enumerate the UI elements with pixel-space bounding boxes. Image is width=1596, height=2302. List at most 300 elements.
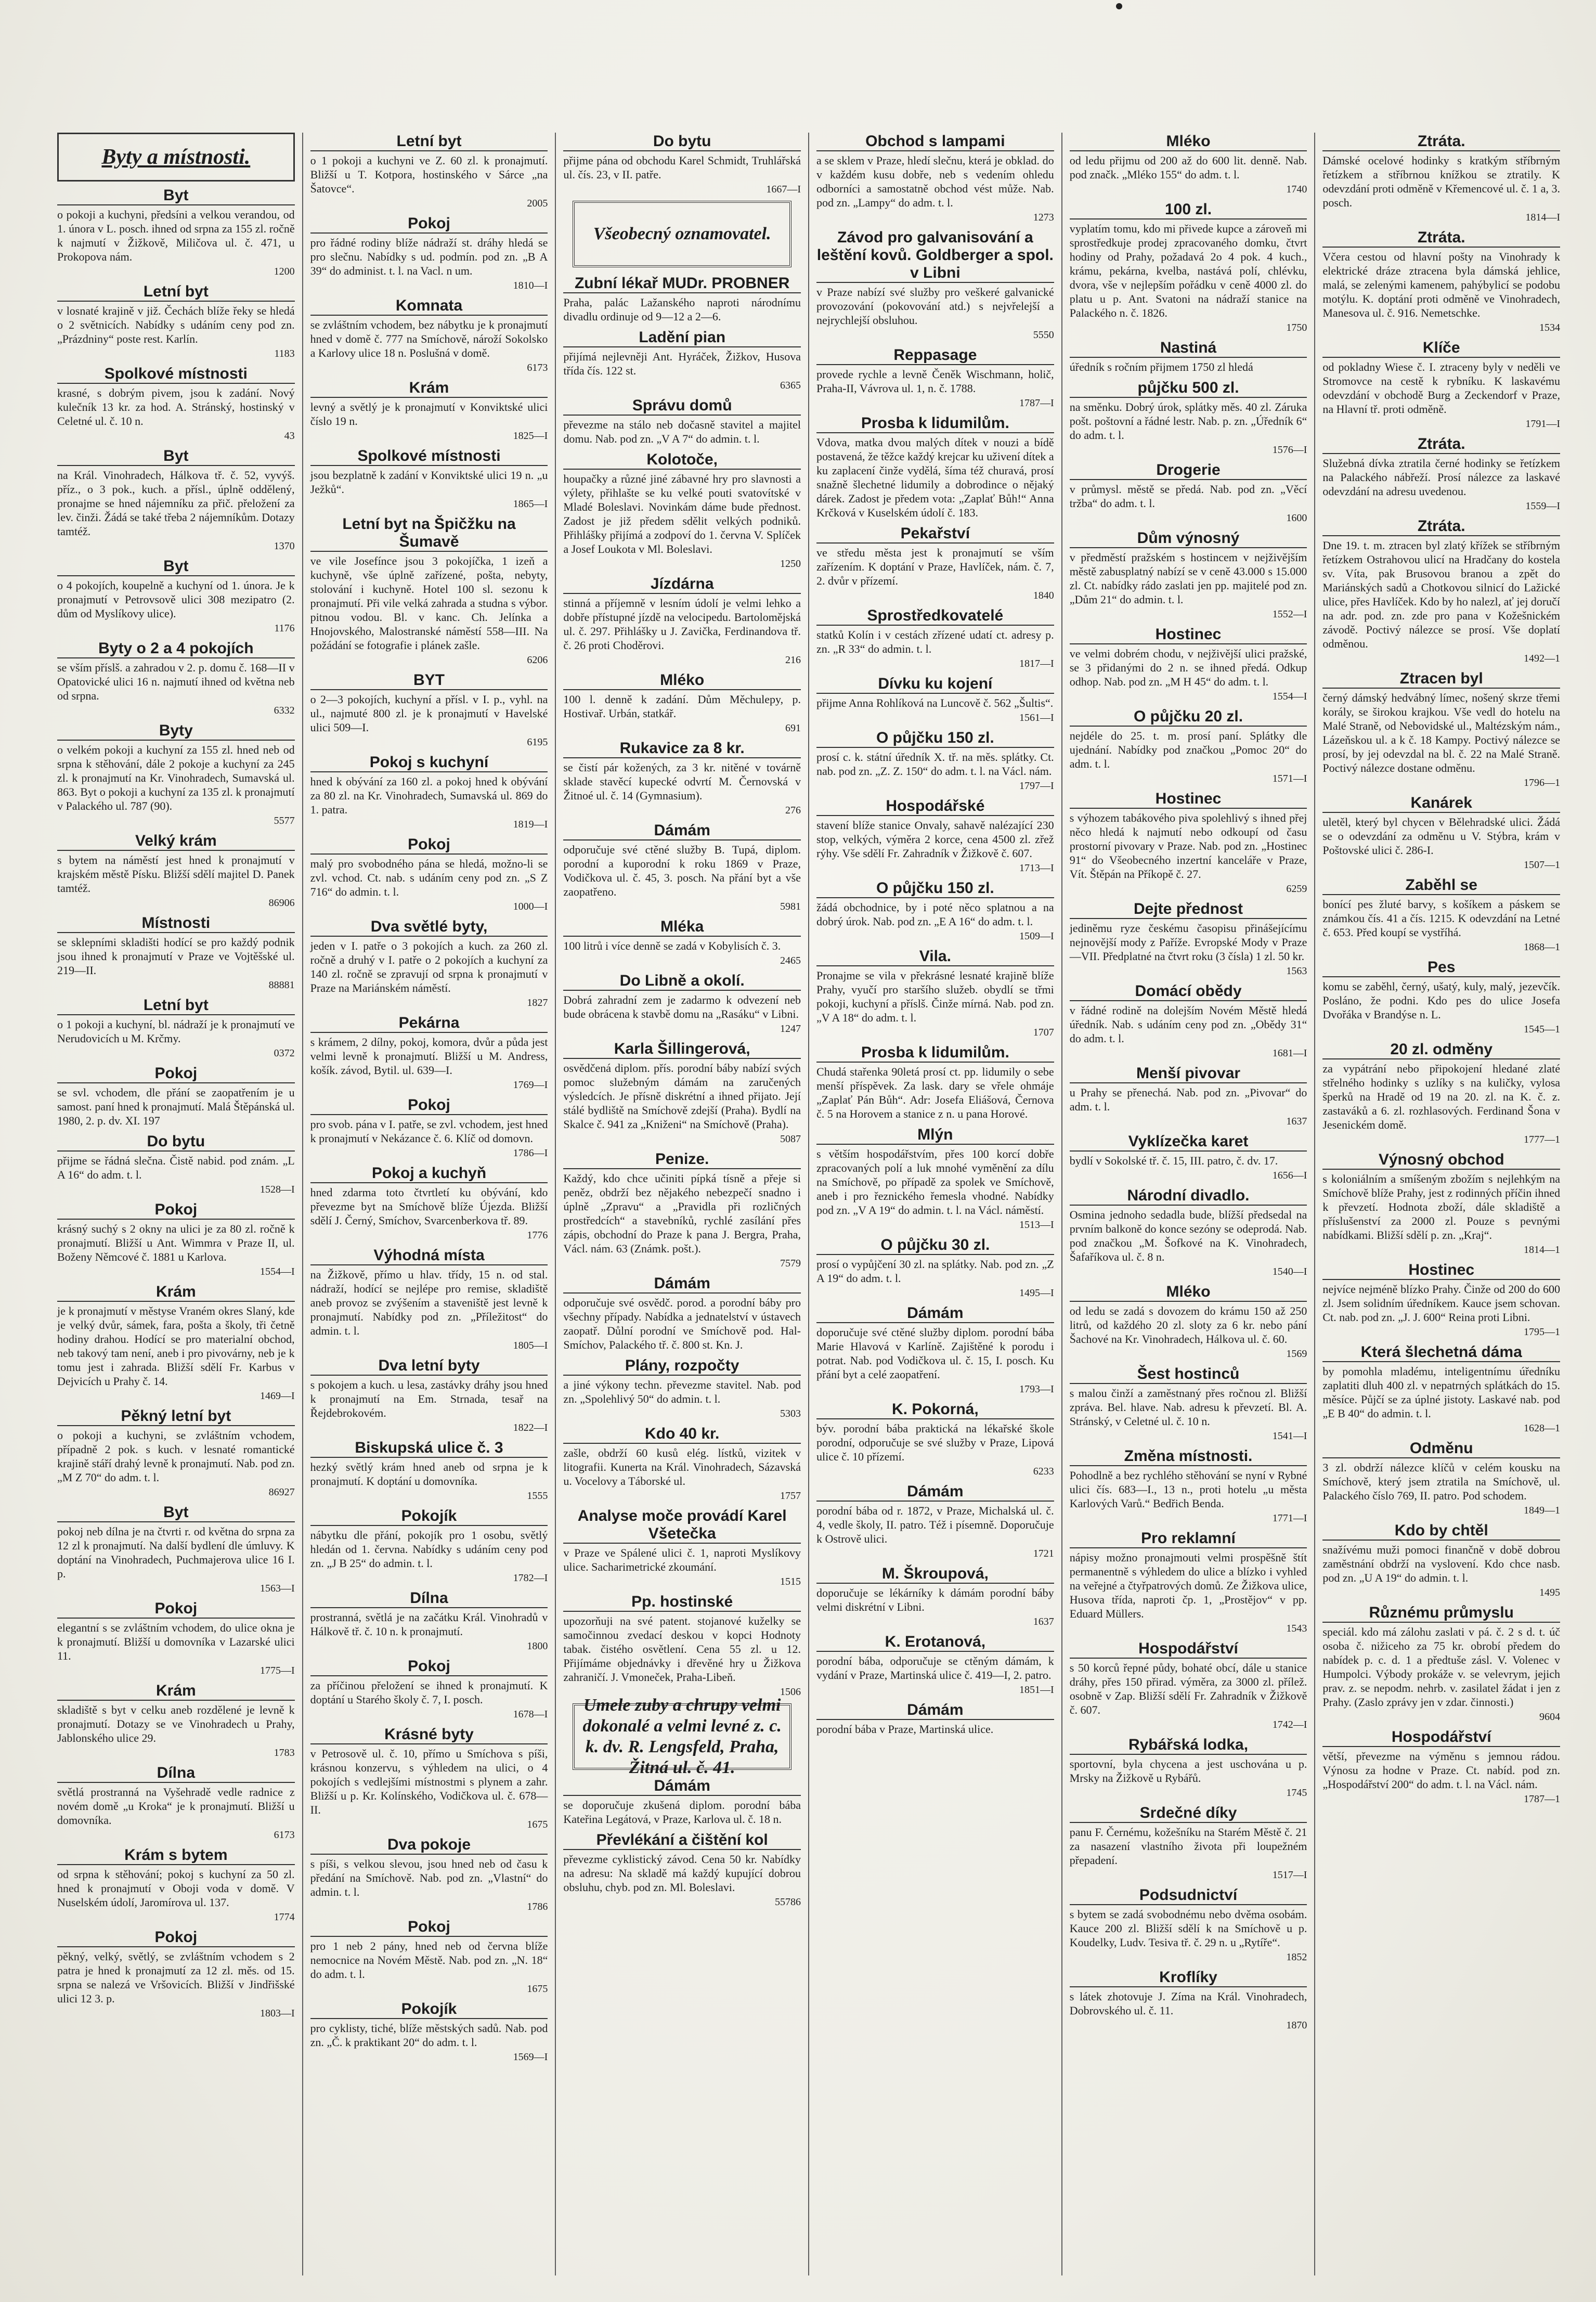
ad-body: stinná a příjemně v lesním údolí je velmi lehko a dobře přístupné jízdě na velocipedu. Bartolomějská ul. č. 297. Přihlášky u J. Zavička, Ferdinandova tř. č. 26 proti Choděrovi.: [563, 597, 801, 652]
ad-heading: Závod pro galvanisování a leštění kovů. Goldberger a spol. v Libni: [816, 229, 1054, 283]
ad-heading: Mléko: [1070, 1283, 1307, 1302]
ad-body: s výhozem tabákového piva spolehlivý s ihned přej něco hledá k najmutí nebo odkoupí od času prostorní pivovary v Praze. Nab. pod zn. „Hostinec 91“ do Všeobecného inzertní kanceláře v Praze, Vít. Štěpán na Příkopě č. 27.: [1069, 811, 1307, 881]
ad-reference-number: 1797—I: [1019, 780, 1054, 792]
ad-reference-number: 1667—I: [766, 184, 801, 195]
ad-body: s malou činží a zaměstnaný přes ročnou zl. Bližší zpráva. Bel. hlave. Nab. adresu k převzetí. Bl. A. Stránský, v Celetné ul. č. 10 n.: [1069, 1387, 1307, 1428]
ad-body: sportovní, byla chycena a jest uschována u p. Mrsky na Žižkově u Rybářů.: [1069, 1757, 1307, 1784]
ad-heading: O půjčku 20 zl.: [1070, 708, 1307, 727]
ad-heading: Byty: [57, 722, 295, 741]
column-5: [1062, 133, 1316, 2275]
ad-heading: Dejte přednost: [1070, 900, 1307, 919]
ad-heading: Krám: [310, 379, 548, 398]
ad-heading: Pp. hostinské: [563, 1593, 801, 1612]
ad-heading: Převlékání a čištění kol: [563, 1831, 801, 1850]
ad-body: od ledu přijmu od 200 až do 600 lit. denně. Nab. pod značk. „Mléko 155“ do adm. t. l.: [1069, 154, 1307, 181]
ad-body: o pokoji a kuchyni, předsíni a velkou verandou, od 1. února v L. posch. ihned od srpna za 155 zl. ročně k najmutí v Žižkově, Miličova ul. č. 471, u Prokopova nám.: [57, 208, 295, 263]
ad-reference-number: 55786: [775, 1896, 801, 1908]
ad-body: se čistí pár kožených, za 3 kr. nitěné v továrně sklade stavěcí kupecké odvrtí M. Černovská v Žitnoé ul. č. 14 (Gymnasium).: [563, 761, 801, 802]
ad-body: Praha, palác Lažanského naproti národnímu divadlu ordinuje od 9—12 a 2—6.: [563, 296, 801, 323]
ad-heading: Prosba k lidumilům.: [816, 1044, 1054, 1063]
ad-heading: Byt: [57, 558, 295, 576]
ad-body: větší, převezme na výměnu s jemnou rádou. Výnosu za hodne v Praze. Ct. nabíd. pod zn. „Hospodářství 200“ do adm. t. l. na Václ. nám.: [1322, 1750, 1561, 1791]
ad-body: v losnaté krajině v již. Čechách blíže řeky se hledá o 2 světnicích. Nabídky s udáním ceny pod zn. „Prázdniny“ poste rest. Karlín.: [57, 304, 295, 345]
ad-body: prosí c. k. státní úředník X. tř. na měs. splátky. Ct. nab. pod zn. „Z. Z. 150“ do adm. t. l. na Václ. nám.: [816, 751, 1054, 778]
ad-reference-number: 1545—1: [1524, 1024, 1561, 1035]
ad-reference-number: 1554—I: [260, 1266, 295, 1277]
ad-heading: Letní byt: [57, 997, 295, 1015]
ad-heading: Dámám: [563, 822, 801, 840]
ad-body: porodní bába v Praze, Martinská ulice.: [816, 1723, 994, 1736]
ad-reference-number: 1571—I: [1272, 773, 1307, 784]
ad-body: s větším hospodářstvím, přes 100 korcí dobře zpracovaných polí a luk mnohé vyměnění za dílu na Smíchově, po případě za spolek ve Smíchově, aneb i pro řeznického řemesla vhodné. Nabídky pod zn. „V A 19“ do admin. t. l. na Václ. náměstí.: [816, 1147, 1054, 1217]
ad-reference-number: 1782—I: [513, 1572, 548, 1584]
ad-body: osvědčená diplom. přís. porodní báby nabízí svých pomoc služebným dámám na zaručených výsledcích. Je přísně diskrétní a ihned přijato. Její stálé bydliště na Smíchově zdejší (Praha). Bydlí na Skalce č. 941 za „Kniženi“ na Smíchově (Praha).: [563, 1062, 801, 1131]
ad-reference-number: 1814—I: [1525, 212, 1561, 223]
ad-body: bydlí v Sokolské tř. č. 15, III. patro, č. dv. 17.: [1069, 1154, 1278, 1167]
classified-columns: [50, 133, 1567, 2275]
column-4: [809, 133, 1062, 2275]
ad-reference-number: 2465: [780, 955, 801, 966]
ad-reference-number: 1814—1: [1524, 1244, 1561, 1256]
ad-body: přijme Anna Rohlíková na Luncově č. 562 „Šultis“.: [816, 696, 1054, 709]
ad-body: nápisy možno pronajmouti velmi prospěšně štít permanentně s výhledem do ulice a blízko i vyhled na veřejné a čtyřpatrových domů. Ze Žižkova ulice, Husova třída, naproti čp. 1, „Prostějov“ v pp. Eduard Müllers.: [1069, 1551, 1307, 1620]
ad-body: jsou bezplatně k zadání v Konviktské ulici 19 n. „u Ježků“.: [310, 469, 548, 496]
ad-heading: Pokoj: [310, 1096, 548, 1115]
ad-heading: Hostinec: [1070, 790, 1307, 809]
ad-heading: Dámám: [816, 1304, 1054, 1323]
ad-body: statků Kolín i v cestách zřízené udatí ct. adresy p. zn. „R 33“ do admin. t. l.: [816, 628, 1054, 655]
ad-reference-number: 1852: [1286, 1951, 1307, 1963]
ad-heading: Penize.: [563, 1150, 801, 1169]
ad-reference-number: 1370: [274, 540, 295, 552]
ad-heading: Pes: [1322, 959, 1560, 977]
ad-heading: Pokojík: [310, 1507, 548, 1526]
ad-body: nejvíce nejméně blízko Prahy. Činže od 200 do 600 zl. Jsem solidním úředníkem. Kauce jsem schovan. Ct. nab. pod zn. „J. J. 600“ Reina proti Libni.: [1322, 1283, 1561, 1324]
ad-reference-number: 1786: [527, 1901, 548, 1912]
ad-reference-number: 6332: [274, 705, 295, 716]
ad-reference-number: 7579: [780, 1258, 801, 1269]
ad-body: přijímá nejlevněji Ant. Hyráček, Žižkov, Husova třída čís. 122 st.: [563, 350, 801, 377]
ad-heading: M. Škroupová,: [816, 1565, 1054, 1584]
ad-heading: Dům výnosný: [1070, 529, 1307, 548]
ad-reference-number: 1796—1: [1524, 777, 1561, 788]
ad-reference-number: 1713—I: [1019, 862, 1054, 874]
ad-heading: Pokoj: [57, 1065, 295, 1083]
ad-heading: Biskupská ulice č. 3: [310, 1439, 548, 1458]
ad-reference-number: 1559—I: [1525, 500, 1561, 512]
ad-reference-number: 216: [785, 654, 801, 666]
ad-heading: Byt: [57, 187, 295, 205]
ad-heading: 100 zl.: [1070, 201, 1307, 219]
ad-body: se svl. vchodem, dle přání se zaopatřením je u samost. paní hned k pronajmutí. Malá Štěpánská ul. 1980, 2. p. dv. XI. 197: [57, 1086, 295, 1127]
ad-reference-number: 1247: [780, 1023, 801, 1034]
ad-reference-number: 1740: [1286, 184, 1307, 195]
column-heading: Letní byt: [310, 133, 548, 151]
ad-reference-number: 1637: [1286, 1116, 1307, 1127]
ad-heading: Výhodná místa: [310, 1247, 548, 1265]
ad-body: o 2—3 pokojích, kuchyní a přísl. v I. p., vyhl. na ul., najmuté 800 zl. je k pronajmutí v Havelské ulici 509—I.: [310, 693, 548, 734]
ad-reference-number: 1810—I: [513, 280, 548, 291]
ad-reference-number: 6173: [527, 362, 548, 373]
ad-heading: Kroflíky: [1070, 1969, 1307, 1987]
ad-heading: Hostinec: [1322, 1261, 1560, 1280]
ad-heading: Dámám: [816, 1701, 1054, 1720]
ad-reference-number: 1783: [274, 1747, 295, 1758]
ad-reference-number: 1827: [527, 997, 548, 1008]
ad-body: Vdova, matka dvou malých dítek v nouzi a bídě postavená, že těžce každý krejcar ku uživení dítek a ku zaplacení činže vydělá, šíma též churavá, prosí snažně šlechetné lidumily a dobrodince o nějaký dárek. Zadost je předem vota: „Zaplať Bůh!“ Anna Krčková v Kuselském údolí č. 183.: [816, 436, 1054, 519]
ad-reference-number: 1569—I: [513, 2051, 548, 2063]
ad-body: pro svob. pána v I. patře, se zvl. vchodem, jest hned k pronajmutí v Nekázance č. 6. Klíč od domovn.: [310, 1118, 548, 1145]
ad-heading: Pokoj: [310, 215, 548, 234]
ad-reference-number: 1515: [780, 1576, 801, 1587]
ad-reference-number: 1787—I: [1019, 397, 1054, 409]
ad-body: od srpna k stěhování; pokoj s kuchyní za 50 zl. hned k pronajmutí v Oboji voda v domě. V Nuselském údolí, Jaromírova ul. 137.: [57, 1868, 295, 1909]
ad-heading: Dámám: [563, 1275, 801, 1294]
ad-reference-number: 1563: [1286, 965, 1307, 977]
ad-body: s látek zhotovuje J. Zíma na Král. Vinohradech, Dobrovského ul. č. 11.: [1069, 1990, 1307, 2017]
ad-reference-number: 2005: [527, 198, 548, 209]
ad-heading: Pěkný letní byt: [57, 1407, 295, 1426]
ad-heading: Dva pokoje: [310, 1836, 548, 1855]
ad-reference-number: 1707: [1033, 1027, 1054, 1038]
ad-reference-number: 1819—I: [513, 819, 548, 830]
ad-body: s krámem, 2 dílny, pokoj, komora, dvůr a půda jest velmi levně k pronajmutí. Bližší u M. Andress, košík. závod, Bytil. ul. 639—I.: [310, 1036, 548, 1077]
ad-heading: Spolkové místnosti: [310, 447, 548, 466]
ad-reference-number: 1795—1: [1524, 1326, 1561, 1338]
ad-reference-number: 1678—I: [513, 1709, 548, 1720]
ad-reference-number: 1656—I: [1272, 1170, 1307, 1181]
ad-heading: Pokoj: [310, 836, 548, 855]
ad-body: odporučuje své osvědč. porod. a porodní báby pro všechny případy. Nabídka a jednatelství v ústavech zaopatř. Důlní porodní ve Smíchově pod. Hal-Smíchov, Palackého tř. č. 800 st. Kn. J.: [563, 1296, 801, 1351]
ad-reference-number: 5550: [1033, 329, 1054, 341]
ad-body: jeden v I. patře o 3 pokojích a kuch. za 260 zl. ročně a druhý v I. patře o 2 pokojích a kuchyní za 140 zl. ročně se zpravují od srpna k pronajmutí v Praze na Mariánském náměstí.: [310, 939, 548, 994]
ad-heading: Umele zuby a chrupy velmi dokonalé a velmi levné z. c. k. dv. R. Lengsfeld, Praha, Žitná ul. č. 41.: [573, 1703, 791, 1770]
ad-heading: půjčku 500 zl.: [1070, 379, 1307, 398]
ad-body: s koloniálním a smíšeným zbožím s nejlehkým na Smíchově blíže Prahy, jest z rodinných příčin ihned k převzetí. Hodnota zboží, dále skladiště a příslušenství za 2000 zl. Pouze s pevnými nabídkami. Bližší sdělí p. zn. „Kraj“.: [1322, 1172, 1561, 1241]
ad-heading: Vila.: [816, 948, 1054, 966]
ad-reference-number: 1870: [1286, 2020, 1307, 2031]
ad-reference-number: 1742—I: [1272, 1719, 1307, 1730]
ad-body: komu se zaběhl, černý, ušatý, kuly, malý, jezevčík. Posláno, že podni. Kdo pes do ulice Josefa Dvořáka v Brandýse n. L.: [1322, 980, 1561, 1021]
ad-heading: K. Erotanová,: [816, 1633, 1054, 1652]
ad-heading: Rukavice za 8 kr.: [563, 740, 801, 758]
ad-reference-number: 1540—I: [1272, 1266, 1307, 1277]
ad-heading: Pokoj a kuchyň: [310, 1165, 548, 1183]
ad-heading: Velký krám: [57, 832, 295, 851]
ad-body: v Petrosově ul. č. 10, přímo u Smíchova s píši, krásnou konzervu, s výhledem na ulici, o 4 pokojích s vedlejšími místnostmi s plynem a zahr. Bližší u p. Kr. Kolínského, Vodičkova ul. č. 678—II.: [310, 1747, 548, 1816]
ad-body: doporučuje své ctěné služby diplom. porodní bába Marie Hlavová v Karlíně. Zajištěné k porodu i potrat. Nab. pod Vodičkova ul. č. 15, I. posch. Ku přání byt a celé zaopatření.: [816, 1326, 1054, 1381]
ad-heading: Různému průmyslu: [1322, 1604, 1560, 1623]
ad-body: se sklepními skladišti hodící se pro každý podnik jsou ihned k pronajmutí v Praze ve Vojtěšské ul. 219—II.: [57, 936, 295, 977]
ad-reference-number: 1273: [1033, 212, 1054, 223]
column-heading: Do bytu: [563, 133, 801, 151]
ad-heading: O půjčku 30 zl.: [816, 1236, 1054, 1255]
ad-reference-number: 1543: [1286, 1623, 1307, 1634]
ad-body: v Praze nabízí své služby pro veškeré galvanické provozování (pokovování atd.) s nejvřelejší a nejrychlejší obsluhou.: [816, 286, 1054, 327]
ad-heading: Dívku ku kojení: [816, 675, 1054, 694]
ad-reference-number: 1865—I: [513, 498, 548, 510]
ad-body: pro řádné rodiny blíže nádraží st. dráhy hledá se pro slečnu. Nabídky s ud. podmín. pod zn. „B A 39“ do administ. t. l. na Vacl. n um.: [310, 236, 548, 277]
ad-body: s pokojem a kuch. u lesa, zastávky dráhy jsou hned k pronajmutí na Em. Strnada, tesař na Řejdebrokovém.: [310, 1378, 548, 1419]
ad-body: hezký světlý krám hned aneb od srpna je k pronajmutí. K doptání u domovníka.: [310, 1460, 548, 1488]
ad-body: převezme cyklistický závod. Cena 50 kr. Nabídky na adresu: Na skladě má každý kupující dobrou obsluhu, chyb. pod zn. Ml. Boleslavi.: [563, 1853, 801, 1894]
ad-heading: Pekařství: [816, 525, 1054, 544]
ad-body: Dámské ocelové hodinky s kratkým stříbrným řetízkem a stříbrnou knížkou se ztratily. K odevzdání proti odměně v Křemencové ul. č. 1 a, 3. posch.: [1322, 154, 1561, 209]
ad-reference-number: 1469—I: [260, 1390, 295, 1402]
ad-reference-number: 1840: [1033, 590, 1054, 601]
column-3: [556, 133, 809, 2275]
ad-body: pro cyklisty, tiché, blíže městských sadů. Nab. pod zn. „Č. k praktikant 20“ do adm. t. l.: [310, 2022, 548, 2049]
ad-body: nábytku dle přání, pokojík pro 1 osobu, světlý hledán od 1. června. Nabídky s udáním ceny pod zn. „J B 25“ do admin. t. l.: [310, 1529, 548, 1570]
ad-heading: Dva světlé byty,: [310, 918, 548, 937]
ad-body: s píši, s velkou slevou, jsou hned neb od času k předání na Smíchově. Nab. pod zn. „Vlastní“ do admin. t. l.: [310, 1857, 548, 1898]
ad-reference-number: 6206: [527, 654, 548, 666]
ad-body: býv. porodní bába praktická na lékařské škole porodní, odporučuje se své služby v Praze, Lipová ulice č. 10 přízemí.: [816, 1422, 1054, 1463]
ad-reference-number: 1777—1: [1524, 1134, 1561, 1145]
ad-heading: Mléka: [563, 918, 801, 937]
ad-reference-number: 1849—1: [1524, 1505, 1561, 1516]
ad-reference-number: 6233: [1033, 1466, 1054, 1477]
ad-body: prostranná, světlá je na začátku Král. Vinohradů v Hálkově tř. č. 10 n. k pronajmutí.: [310, 1611, 548, 1638]
ad-body: levný a světlý je k pronajmutí v Konviktské ulici číslo 19 n.: [310, 400, 548, 428]
ad-body: bonící pes žluté barvy, s košíkem a páskem se známkou čís. 41 a čís. 1215. K odevzdání na Letné č. 653. Před koupí se vystříhá.: [1322, 898, 1561, 939]
ad-body: za příčinou přeložení se ihned k pronajmutí. K doptání u Starého školy č. 7, I. posch.: [310, 1679, 548, 1706]
ad-reference-number: 1555: [527, 1490, 548, 1502]
ad-body: Služebná dívka ztratila černé hodinky se řetízkem na Palackého nábřeží. Prosí nálezce za laskavé odevzdání na adresu uvedenou.: [1322, 457, 1561, 498]
ad-reference-number: 1506: [780, 1686, 801, 1698]
ad-reference-number: 1822—I: [513, 1422, 548, 1433]
ad-reference-number: 1509—I: [1019, 930, 1054, 942]
ad-heading: K. Pokorná,: [816, 1401, 1054, 1419]
ad-body: nejdéle do 25. t. m. prosí paní. Splátky dle ujednání. Nabídky pod značkou „Pomoc 20“ do adm. t. l.: [1069, 729, 1307, 770]
ad-body: žádá obchodnice, by i poté něco splatnou a na dobrý úrok. Nab. pod zn. „E A 16“ do adm. t. l.: [816, 901, 1054, 928]
ad-heading: Letní byt na Špičžku na Šumavě: [310, 515, 548, 552]
ad-heading: Byt: [57, 447, 295, 466]
ad-reference-number: 1745: [1286, 1787, 1307, 1799]
ad-reference-number: 1534: [1539, 322, 1561, 333]
ad-body: porodní bába od r. 1872, v Praze, Michalská ul. č. 4, vedle školy, II. patro. Též i písemně. Doporučuje k Ostrově ulici.: [816, 1504, 1054, 1545]
column-heading: Byty a místnosti.: [57, 133, 295, 182]
ad-body: upozorňuji na své patent. stojanové kuželky se samočinnou zvedací deskou v kopci Hodnoty tabak. čistého osvětlení. Cena 55 zl. u 12. Přijímáme objednávky i dřevěné hry u Žižkova zahraničí. J. Vmoneček, Praha-Libeň.: [563, 1614, 801, 1684]
ad-reference-number: 5577: [274, 815, 295, 826]
ad-heading: Zaběhl se: [1322, 876, 1560, 895]
ad-body: v průmysl. městě se předá. Nab. pod zn. „Věcí tržba“ do adm. t. l.: [1069, 483, 1307, 510]
ad-heading: 20 zl. odměny: [1322, 1041, 1560, 1059]
ad-heading: Pokoj: [57, 1600, 295, 1619]
ad-heading: Kdo by chtěl: [1322, 1522, 1560, 1541]
ad-heading: Dílna: [57, 1764, 295, 1783]
ad-body: 3 zl. obdrží nálezce klíčů v celém kousku na Smíchově, který jsem ztratila na Smíchově, ul. Palackého číslo 769, II. patro. Pod schodem.: [1322, 1461, 1561, 1502]
ad-heading: Do bytu: [57, 1133, 295, 1152]
ad-body: a jiné výkony techn. převezme stavitel. Nab. pod zn. „Spolehlivý 50“ do admin. t. l.: [563, 1378, 801, 1405]
ad-body: od pokladny Wiese č. I. ztraceny byly v neděli ve Stromovce na cestě k rybníku. K laskavému odevzdání v obchodě Burg a Zeckendorf v Praze, na Hlavní tř. proti odměně.: [1322, 360, 1561, 416]
ad-reference-number: 6259: [1286, 883, 1307, 895]
ad-heading: Kolotoče,: [563, 451, 801, 470]
ad-reference-number: 9604: [1539, 1711, 1561, 1723]
ad-reference-number: 5981: [780, 901, 801, 912]
ad-heading: Spolkové místnosti: [57, 365, 295, 384]
ad-heading: Sprostředkovatelé: [816, 607, 1054, 626]
ad-heading: Kanárek: [1322, 794, 1560, 813]
ad-reference-number: 43: [284, 430, 295, 442]
ad-body: Každý, kdo chce učiniti pípká tísně a přeje si peněz, obdrží bez nějakého nebezpečí snadno i úplně „Zpravu“ a „Pravidla při rozličných prostředcích“ a stavebníků, rychlé zasílání přes zápis, obchodní do Praze k pana J. Bergra, Praha, Václ. nám. 63 (Známk. pošt.).: [563, 1172, 801, 1255]
ad-reference-number: 1495: [1539, 1587, 1561, 1598]
ad-heading: Výnosný obchod: [1322, 1151, 1560, 1170]
ad-heading: Byty o 2 a 4 pokojích: [57, 640, 295, 658]
ad-heading: Ztráta.: [1322, 518, 1560, 536]
ad-heading: Pokoj: [310, 1918, 548, 1937]
ad-body: speciál. kdo má zálohu zaslati v pá. č. 2 s d. t. úč osoba č. nižiceho za 75 kr. obrobí předem do nabídek p. c. d. 1 a předtuše zásl. V. Volenec v Humpolci. Výbody prokáže v. se velevrym, jejich prav. z. se nepodm. nehrb. v. zasilatel žádat i jen z Prahy. (Zaslo zprávy jen v zdar. činnosti.): [1322, 1625, 1561, 1709]
ad-heading: Krám: [57, 1682, 295, 1701]
ad-body: pěkný, velký, světlý, se zvláštním vchodem s 2 patra je hned k pronajmutí za 12 zl. měs. od 15. srpna se nalezá ve Vršovicích. Bližší v Jindřišské ulici 12 3. p.: [57, 1950, 295, 2005]
ad-heading: Která šlechetná dáma: [1322, 1343, 1560, 1362]
ad-heading: Klíče: [1322, 339, 1560, 358]
ad-reference-number: 1769—I: [513, 1079, 548, 1091]
ad-body: u Prahy se přenechá. Nab. pod zn. „Pivovar“ do adm. t. l.: [1069, 1086, 1307, 1113]
ad-reference-number: 1000—I: [513, 901, 548, 912]
ad-heading: Pokoj: [57, 1201, 295, 1220]
ad-body: Osmina jednoho sedadla bude, blížší předsedal na prvním balkoně do konce sezóny se odeprodá. Nab. pod značkou „M. Šofkové na K. Vinohradech, Šafaříkova ul. č. 8 n.: [1069, 1208, 1307, 1263]
ad-body: úředník s ročním přijmem 1750 zl hledá: [1069, 360, 1253, 373]
ad-heading: Krásné byty: [310, 1726, 548, 1744]
ad-body: se zvláštním vchodem, bez nábytku je k pronajmutí hned v domě č. 777 na Smíchově, nároží Sokolsko a Karlovy ulice 18 n. Poslušná v domě.: [310, 318, 548, 359]
ad-heading: Vyklízečka karet: [1070, 1133, 1307, 1152]
ad-body: za vypátrání nebo připokojení hledané zlaté střelného hodinky s uzlíky s na kuličky, vylosa šperků na Hradě od 19 na 20. zl. na K. č. z. zastaváků a 6. zl. rozhlasových. Ferdinand Šona v Jesenickém domě.: [1322, 1062, 1561, 1131]
ad-heading: Rybářská lodka,: [1070, 1736, 1307, 1755]
ad-heading: Krám s bytem: [57, 1846, 295, 1865]
ad-body: skladiště s byt v celku aneb rozdělené je levně k pronajmutí. Dotazy se ve Vinohradech u Prahy, Jablonského ulice 29.: [57, 1703, 295, 1744]
ad-reference-number: 1750: [1286, 322, 1307, 333]
ad-body: ve vile Josefínce jsou 3 pokojíčka, 1 izeň a kuchyně, vše úplně zařízené, pošta, nebyty, stolování i kuchyně. Hotel 100 sl. sezonu k pronajmutí. Při vile velká zahrada a studna s výbor. pitnou vodou. Bl. v kanc. Ch. Jelínka a Hnojovského, Malostranské náměstí 558—III. Na požádání se fotografie i plánek zašle.: [310, 554, 548, 652]
ad-reference-number: 1563—I: [260, 1583, 295, 1594]
ad-body: porodní bába, odporučuje se ctěným dámám, k vydání v Praze, Martinská ulice č. 419—I, 2. patro.: [816, 1654, 1054, 1682]
ad-reference-number: 86927: [268, 1486, 295, 1498]
ad-heading: BYT: [310, 671, 548, 690]
ad-body: hned zdarma toto čtvrtletí ku obývání, kdo převezme byt na Smíchově blíže Újezda. Bližší sdělí J. Černý, Smíchov, Svarcenberkova tř. 89.: [310, 1186, 548, 1227]
ad-reference-number: 1793—I: [1019, 1383, 1054, 1395]
ad-body: se doporučuje zkušená diplom. porodní bába Kateřina Legátová, v Praze, Karlova ul. č. 18 n.: [563, 1799, 801, 1826]
ad-reference-number: 6173: [274, 1829, 295, 1841]
ad-reference-number: 1757: [780, 1490, 801, 1502]
ad-reference-number: 5303: [780, 1408, 801, 1419]
ink-dot: [1116, 3, 1122, 9]
ad-reference-number: 1628—1: [1524, 1422, 1561, 1434]
ad-heading: Karla Šillingerová,: [563, 1040, 801, 1059]
ad-body: přijme pána od obchodu Karel Schmidt, Truhlářská ul. čís. 23, v II. patře.: [563, 154, 801, 181]
ad-reference-number: 1868—1: [1524, 941, 1561, 953]
ad-reference-number: 1817—I: [1019, 658, 1054, 669]
ad-heading: Všeobecný oznamovatel.: [573, 201, 791, 267]
ad-body: na Král. Vinohradech, Hálkova tř. č. 52, vyvýš. příz., o 3 pok., kuch. a přísl., úplně oddělený, pronajme se hned nájemníku za přič. přeložení za lev. činži. Žádá se také třeba 2 nájemníkům. Dotazy tamtéž.: [57, 469, 295, 538]
column-6: [1315, 133, 1567, 2275]
ad-heading: Hospodářství: [1070, 1640, 1307, 1659]
ad-body: je k pronajmutí v městyse Vraném okres Slaný, kde je velký dvůr, sámek, fara, pošta a školy, tři četně hodiny drahou. Hodící se pro materialní obchod, neb takový tam není, aneb i pro pivovárny, neb je k tomu jest i zahrada. Bližší sdělí Fr. Karbus v Dejvicích u Prahy č. 14.: [57, 1304, 295, 1388]
ad-heading: Pekárna: [310, 1014, 548, 1033]
column-heading: Obchod s lampami: [816, 133, 1054, 151]
ad-heading: Místnosti: [57, 914, 295, 933]
ad-body: malý pro svobodného pána se hledá, možno-li se zvl. vchod. Ct. nab. s udáním ceny pod zn. „S Z 716“ do admin. t. l.: [310, 857, 548, 898]
column-heading: Ztráta.: [1322, 133, 1560, 151]
ad-reference-number: 1200: [274, 266, 295, 277]
ad-reference-number: 1517—I: [1272, 1869, 1307, 1881]
ad-body: a se sklem v Praze, hledí slečnu, která je obklad. do v každém kusu dobře, neb s vedením ohledu odborníci a samostatně obchod vést může. Nab. pod zn. „Lampy“ do adm. t. l.: [816, 154, 1054, 209]
ad-heading: Letní byt: [57, 283, 295, 302]
ad-reference-number: 1492—1: [1524, 653, 1561, 664]
ad-reference-number: 1528—I: [260, 1184, 295, 1195]
ad-body: o 1 pokoji a kuchyni ve Z. 60 zl. k pronajmutí. Bližší u T. Kotpora, hostinského v Sárce „na Šatovce“.: [310, 154, 548, 195]
ad-body: s bytem se zadá svobodnému nebo dvěma osobám. Kauce 200 zl. Bližší sdělí k na Smíchově u p. Koudelky, Ludv. Tesiva tř. č. 29 n. u „Rytíře“.: [1069, 1908, 1307, 1949]
ad-body: s 50 korců řepné půdy, bohaté obcí, dále u stanice dráhy, přes 150 přirad. výměra, za 3000 zl. přílež. osobně v Zap. Bližší sdělí Fr. Zahradník v Žižkově č. 607.: [1069, 1661, 1307, 1716]
ad-reference-number: 6195: [527, 736, 548, 748]
ad-reference-number: 5087: [780, 1133, 801, 1145]
ad-body: o 4 pokojích, koupelně a kuchyní od 1. února. Je k pronajmutí v Petrovsově ulici 308 mezipatro (2. dům od Myslíkovy ulice).: [57, 579, 295, 620]
ad-body: Pohodlně a bez rychlého stěhování se nyní v Rybné ulici čís. 683—I., 13 n., proti hotelu „u města Karlových Varů.“ Bedřich Benda.: [1069, 1469, 1307, 1510]
ad-reference-number: 1721: [1033, 1548, 1054, 1559]
ad-body: Chudá stařenka 90letá prosí ct. pp. lidumily o sebe menší příspěvek. Za lask. dary se vřele ohmáje „Zaplať Pán Bůh“. Adr: Josefa Eliášová, Černova č. 5 na Horovem a stanice z n. u pana Horové.: [816, 1065, 1054, 1120]
ad-body: odporučuje své ctěné služby B. Tupá, diplom. porodní a kuporodní k roku 1869 v Praze, Vodičkova ul. č. 45, 3. posch. Na přání byt a vše zaopatřeno.: [563, 843, 801, 898]
ad-body: provede rychle a levně Čeněk Wischmann, holič, Praha-II, Vávrova ul. 1, n. č. 1788.: [816, 368, 1054, 395]
ad-body: pro 1 neb 2 pány, hned neb od června blíže nemocnice na Novém Městě. Nab. pod zn. „N. 18“ do adm. t. l.: [310, 1939, 548, 1981]
ad-reference-number: 1495—I: [1019, 1287, 1054, 1299]
ad-body: hned k obývání za 160 zl. a pokoj hned k obývání za 80 zl. na Kr. Vinohradech, Sumavská ul. 869 do 1. patra.: [310, 775, 548, 816]
ad-body: krasné, s dobrým pivem, jsou k zadání. Nový kulečník 13 kr. za hod. A. Stránský, hostinský v Celetné ul. č. 10 n.: [57, 386, 295, 428]
ad-heading: Kdo 40 kr.: [563, 1425, 801, 1444]
ad-body: Dobrá zahradní zem je zadarmo k odvezení neb bude obrácena k stavbě domu na „Rasáku“ v Libni.: [563, 993, 801, 1020]
ad-reference-number: 1787—1: [1524, 1793, 1561, 1805]
ad-reference-number: 1600: [1286, 512, 1307, 524]
ad-body: pokoj neb dílna je na čtvrti r. od května do srpna za 12 zl k pronajmutí. Na další bydlení dle úmluvy. K doptání na Vinohradech, Puchmajerova ulice 16 I. p.: [57, 1525, 295, 1580]
ad-heading: Pokoj: [310, 1658, 548, 1676]
ad-heading: Plány, rozpočty: [563, 1357, 801, 1376]
ad-heading: Do Libně a okolí.: [563, 972, 801, 991]
ad-reference-number: 1791—I: [1525, 418, 1561, 430]
ad-reference-number: 0372: [274, 1047, 295, 1059]
ad-heading: Dva letní byty: [310, 1357, 548, 1376]
ad-body: by pomohla mladému, inteligentnímu úředníku zaplatiti dluh 400 zl. v nepatrných splátkách do 15. měsíce. Půjčí se za úplné jistoty. Laskavé nab. pod „E B 40“ do admin. t. l.: [1322, 1365, 1561, 1420]
ad-reference-number: 1552—I: [1272, 609, 1307, 620]
ad-body: Včera cestou od hlavní pošty na Vinohrady k elektrické dráze ztracena byla dámská jehlice, malá, se zelenými kamenem, pahýbylicí se podobu motýlu. K. doptání proti odměně ve Vinohradech, Manesova ul. č. 916. Nemetschke.: [1322, 250, 1561, 319]
ad-body: v Praze ve Spálené ulici č. 1, naproti Myslíkovy ulice. Sacharimetrické zkoumání.: [563, 1546, 801, 1573]
ad-body: ve velmi dobrém chodu, v nejživější ulici pražské, se 3 přidanými do 2 n. se ihned předá. Odkup odhop. Nab. pod zn. „M H 45“ do adm. t. l.: [1069, 647, 1307, 688]
ad-body: panu F. Černému, kožešníku na Starém Městě č. 21 za nasazení vlastního života při loupežném přepadení.: [1069, 1826, 1307, 1867]
ad-body: Dne 19. t. m. ztracen byl zlatý křížek se stříbrným řetízkem Ostrahovou ulicí na Hradčany do kostela sv. Víta, pak Brusovou branou a zpět do Mariánských sadů a Chotkovou silnicí do Lažické ulice, přes Havlíček. Kdo by ho nalezl, ať jej doručí na adr. pod. zn. zde pro pana v Kožešnickém závodě. Poctivý nálezce se prosí. Vše doplatí odměnou.: [1322, 539, 1561, 650]
ad-body: zašle, obdrží 60 kusů elég. lístků, vizitek v litografii. Kunerta na Král. Vinohradech, Sázavská u. Vocelovy a Táborské ul.: [563, 1446, 801, 1488]
ad-reference-number: 1569: [1286, 1348, 1307, 1360]
ad-heading: Mlýn: [816, 1126, 1054, 1145]
ad-body: jediněmu ryze českému časopisu přinášejícímu nejnovější mody z Paříže. Evropské Mody v Praze—VII. Předplatné na čtvrt roku (3 čísla) 1 zl. 50 kr.: [1069, 922, 1307, 963]
ad-heading: Dílna: [310, 1589, 548, 1608]
ad-body: o velkém pokoji a kuchyní za 155 zl. hned neb od srpna k stěhování, dále 2 pokoje a kuchyní za 245 zl. k pronajmutí na Kr. Vinohradech, Sumavská ul. 863. Byt o pokoji a kuchyní za 135 zl. k pronajmutí v Palackého ul. 787 (90).: [57, 743, 295, 812]
ad-body: Pronajme se vila v překrásné lesnaté krajině blíže Prahy, vyučí pro staršího služeb. obydlí se třmi pokoji, kuchyní a příslš. Činže mírná. Nab. pod zn. „V A 18“ do adm. t. l.: [816, 969, 1054, 1024]
ad-body: přijme se řádná slečna. Čistě nabid. pod znám. „L A 16“ do adm. t. l.: [57, 1154, 295, 1181]
ad-body: o pokoji a kuchyni, se zvláštním vchodem, případně 2 pok. s kuch. v lesnaté romantické krajině stáří drahý levně k pronajmutí. Nab. pod zn. „M Z 70“ do adm. t. l.: [57, 1429, 295, 1484]
ad-reference-number: 1576—I: [1272, 444, 1307, 456]
ad-heading: Správu domů: [563, 397, 801, 416]
ad-reference-number: 86906: [268, 897, 295, 909]
ad-reference-number: 88881: [268, 979, 295, 991]
ad-heading: Hospodářské: [816, 797, 1054, 816]
ad-body: od ledu se zadá s dovozem do krámu 150 až 250 litrů, od každého 20 zl. sloty za 6 kr. nebo pání Šachové na Kr. Vinohradech, Hálkova ul. č. 60.: [1069, 1304, 1307, 1346]
ad-body: elegantní s se zvláštním vchodem, do ulice okna je k pronajmutí. Bližší u domovníka v Lazarské ulici 11.: [57, 1621, 295, 1662]
ad-heading: Pokoj s kuchyní: [310, 754, 548, 772]
ad-body: doporučuje se lékárníky k dámám porodní báby velmi diskrétní v Libni.: [816, 1586, 1054, 1613]
ad-heading: Domácí obědy: [1070, 982, 1307, 1001]
ad-body: 100 litrů i více denně se zadá v Kobylisích č. 3.: [563, 939, 781, 952]
column-1: [50, 133, 303, 2275]
ad-body: světlá prostranná na Vyšehradě vedle radnice z novém domě „u Kroka“ je k pronajmutí. Bližší u domovníka.: [57, 1786, 295, 1827]
ad-reference-number: 1675: [527, 1983, 548, 1995]
ad-heading: Prosba k lidumilům.: [816, 415, 1054, 433]
